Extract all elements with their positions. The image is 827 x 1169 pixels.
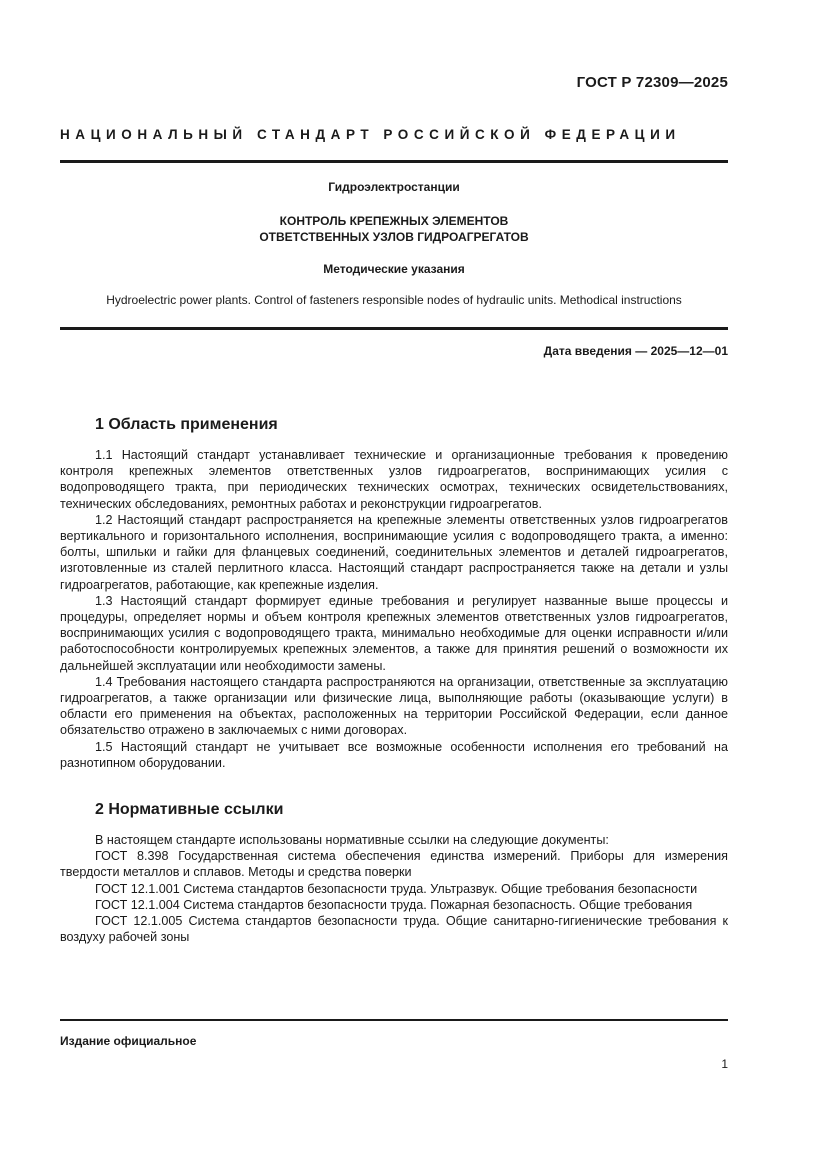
document-number: ГОСТ Р 72309—2025 <box>576 74 728 91</box>
reference-gost-8-398: ГОСТ 8.398 Государственная система обеспечения единства измерений. Приборы для измерения твердости металлов и сплавов. Методы и средства поверки <box>60 849 728 880</box>
official-edition-label: Издание официальное <box>60 1034 197 1048</box>
paragraph-1-5: 1.5 Настоящий стандарт не учитывает все возможные особенности исполнения его требований на разнотипном оборудовании. <box>60 739 728 770</box>
section-2-title: 2 Нормативные ссылки <box>95 801 284 818</box>
paragraph-1-4: 1.4 Требования настоящего стандарта распространяются на организации, ответственные за эксплуатацию гидроагрегатов, а также организации или физические лица, выполняющие работы (оказывающие услуги) в области его применения на объектах, расположенных на территории Российской Федерации, если данное обязательство отражено в заключаемых с ними договорах. <box>60 674 728 738</box>
paragraph-1-2: 1.2 Настоящий стандарт распространяется на крепежные элементы ответственных узлов гидроагрегатов вертикального и горизонтального исполнения, воспринимающие усилия с водопроводящего тракта, а именно: болты, шпильки и гайки для фланцевых соединений, соединительных элементов и деталей гидроагрегатов, изготовленные из сталей перлитного класса. Настоящий стандарт распространяется также на детали и узлы гидроагрегатов, работающие, как крепежные изделия. <box>60 512 728 592</box>
page-number: 1 <box>721 1057 728 1071</box>
reference-gost-12-1-004: ГОСТ 12.1.004 Система стандартов безопасности труда. Пожарная безопасность. Общие требования <box>95 897 693 912</box>
introduction-date: Дата введения — 2025—12—01 <box>543 344 728 358</box>
paragraph-1-1: 1.1 Настоящий стандарт устанавливает технические и организационные требования к проведению контроля крепежных элементов ответственных узлов гидроагрегатов, воспринимающих усилия с водопроводящего тракта, при периодических технических осмотрах, технических освидетельствованиях, технических обследованиях, ремонтных работах и реконструкции гидроагрегатов. <box>60 448 728 511</box>
references-intro: В настоящем стандарте использованы нормативные ссылки на следующие документы: <box>95 833 609 847</box>
english-title: Hydroelectric power plants. Control of fasteners responsible nodes of hydraulic units. Methodical instructions <box>106 293 682 307</box>
document-title-line-2: ОТВЕТСТВЕННЫХ УЗЛОВ ГИДРОАГРЕГАТОВ <box>259 230 529 244</box>
reference-gost-12-1-001: ГОСТ 12.1.001 Система стандартов безопасности труда. Ультразвук. Общие требования безопасности <box>95 881 698 896</box>
reference-gost-12-1-005: ГОСТ 12.1.005 Система стандартов безопасности труда. Общие санитарно-гигиенические требования к воздуху рабочей зоны <box>60 914 728 945</box>
section-2-body <box>60 832 728 945</box>
national-standard-heading: НАЦИОНАЛЬНЫЙ СТАНДАРТ РОССИЙСКОЙ ФЕДЕРАЦИИ <box>60 127 681 142</box>
document-title-line-1: КОНТРОЛЬ КРЕПЕЖНЫХ ЭЛЕМЕНТОВ <box>279 214 509 228</box>
section-1-title: 1 Область применения <box>95 416 278 433</box>
paragraph-1-3: 1.3 Настоящий стандарт формирует единые требования и регулирует названные выше процессы и процедуры, определяет нормы и объем контроля крепежных элементов ответственных узлов гидроагрегатов, воспринимающих усилия с водопроводящего тракта, минимально необходимые для оценки исправности и/или работоспособности контролируемых крепежных элементов, а также для принятия решений о возможности их дальнейшей эксплуатации или необходимости замены. <box>60 593 728 673</box>
footer-divider <box>60 1019 728 1021</box>
section-1-body <box>60 447 728 771</box>
document-title <box>60 213 728 245</box>
title-divider <box>60 327 728 330</box>
header-divider <box>60 160 728 163</box>
document-kind: Методические указания <box>323 262 465 276</box>
document-subject: Гидроэлектростанции <box>328 180 460 194</box>
